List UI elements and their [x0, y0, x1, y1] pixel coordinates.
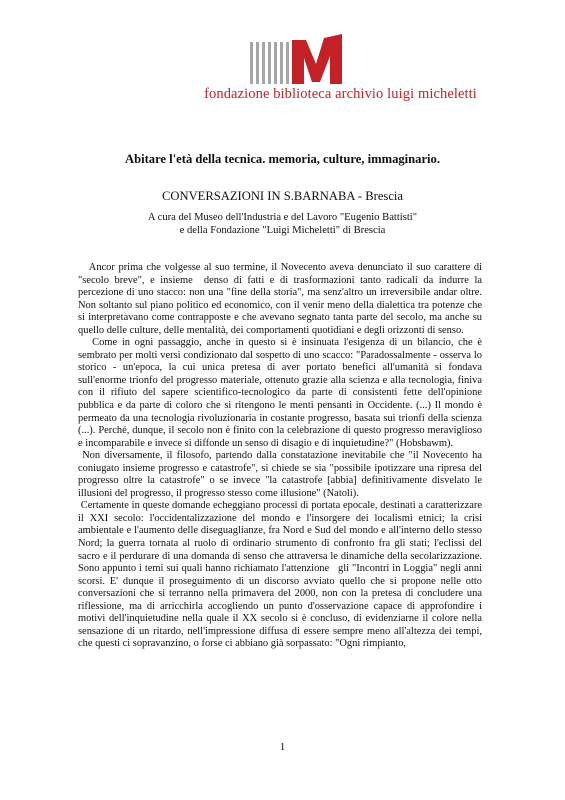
document-title: Abitare l'età della tecnica. memoria, culture, immaginario.: [124, 152, 440, 166]
foundation-logo: [250, 34, 350, 84]
paragraph: Certamente in queste domande echeggiano processi di portata epocale, destinati a caratterizzare il XXI secolo: l'occidentalizzazione del mondo e l'insorgere dei localismi etnici; la crisi ambientale e l'aumento delle diseguaglianze, fra Nord e Sud del mondo e all'interno dello stesso Nord; la guerra tornata al ruolo di ordinario strumento di confronto fra gli stati; l'eclissi del sacro e il perdurare di una domanda di senso che attraversa le dinamiche della secolarizzazione. Sono appunto i temi sui quali hanno richiamato l'attenzione gli "Incontri in Loggia" negli anni scorsi. E' dunque il proseguimento di un discorso avviato quello che si propone nelle otto conversazioni che si terranno nella primavera del 2000, non con la pretesa di concludere una riflessione, ma di arricchirla accogliendo un punto d'osservazione capace di approfondire i motivi dell'inquietudine nella quale il XX secolo si è concluso, di evidenziarne il colore nella sensazione di un ritardo, nell'impressione diffusa di essere sempre meno all'altezza dei tempi, che questi ci sopravanzino, o forse ci abbiano già sorpassato: "Ogni rimpianto,: [78, 500, 485, 650]
paragraph: Ancor prima che volgesse al suo termine, il Novecento aveva denunciato il suo carattere di "secolo breve", e insieme denso di fatti e di trasformazioni tanto radicali da indurre la percezione di uno stacco: non una "fine della storia", ma senz'altro un irreversibile andar oltre. Non soltanto sul piano politico ed economico, con il venir meno della dialettica tra potenze che si interpretavano come contrapposte e che avevano segnato tanta parte del secolo, ma anche su quello delle culture, delle mentalità, dei comportamenti quotidiani e degli orizzonti di senso.: [78, 262, 485, 336]
credit-line: e della Fondazione "Luigi Micheletti" di Brescia: [179, 225, 386, 236]
logo-m-mark: [250, 34, 350, 84]
document-subtitle: CONVERSAZIONI IN S.BARNABA - Brescia: [161, 189, 404, 203]
body-text: [78, 262, 485, 651]
paragraph: Non diversamente, il filosofo, partendo dalla constatazione inevitabile che "il Novecento ha coniugato insieme progresso e catastrofe", si chiede se sia "possibile ipotizzare una ripresa del progresso oltre la catastrofe" o se invece "la catastrofe [abbia] definitivamente disvelato le illusioni del progresso, il progresso stesso come illusione" (Natoli).: [78, 450, 485, 499]
paragraph: Come in ogni passaggio, anche in questo si è insinuata l'esigenza di un bilancio, che è sembrato per molti versi condizionato dal sospetto di uno scacco: "Paradossalmente - osserva lo storico - un'epoca, la cui unica pretesa di aver portato benefici all'umanità si fondava sull'enorme trionfo del progresso materiale, ottenuto grazie alla scienza e alla tecnologia, finiva con il rifiuto del sapere scientifico-tecnologico da parte di consistenti fette dell'opinione pubblica e da parte di coloro che si ritengono le menti pensanti in Occidente. (...) Il mondo è permeato da una tecnologia rivoluzionaria in costante progresso, basata sui trionfi della scienza (...). Perché, dunque, il secolo non è finito con la celebrazione di questo progresso meraviglioso e incomparabile e invece si diffonde un senso di disagio e di inquietudine?" (Hobsbawm).: [78, 337, 485, 449]
page-number: 1: [279, 741, 286, 753]
foundation-name: fondazione biblioteca archivio luigi micheletti: [204, 86, 477, 102]
credit-block: [0, 211, 565, 237]
credit-line: A cura del Museo dell'Industria e del Lavoro "Eugenio Battisti": [147, 212, 418, 223]
